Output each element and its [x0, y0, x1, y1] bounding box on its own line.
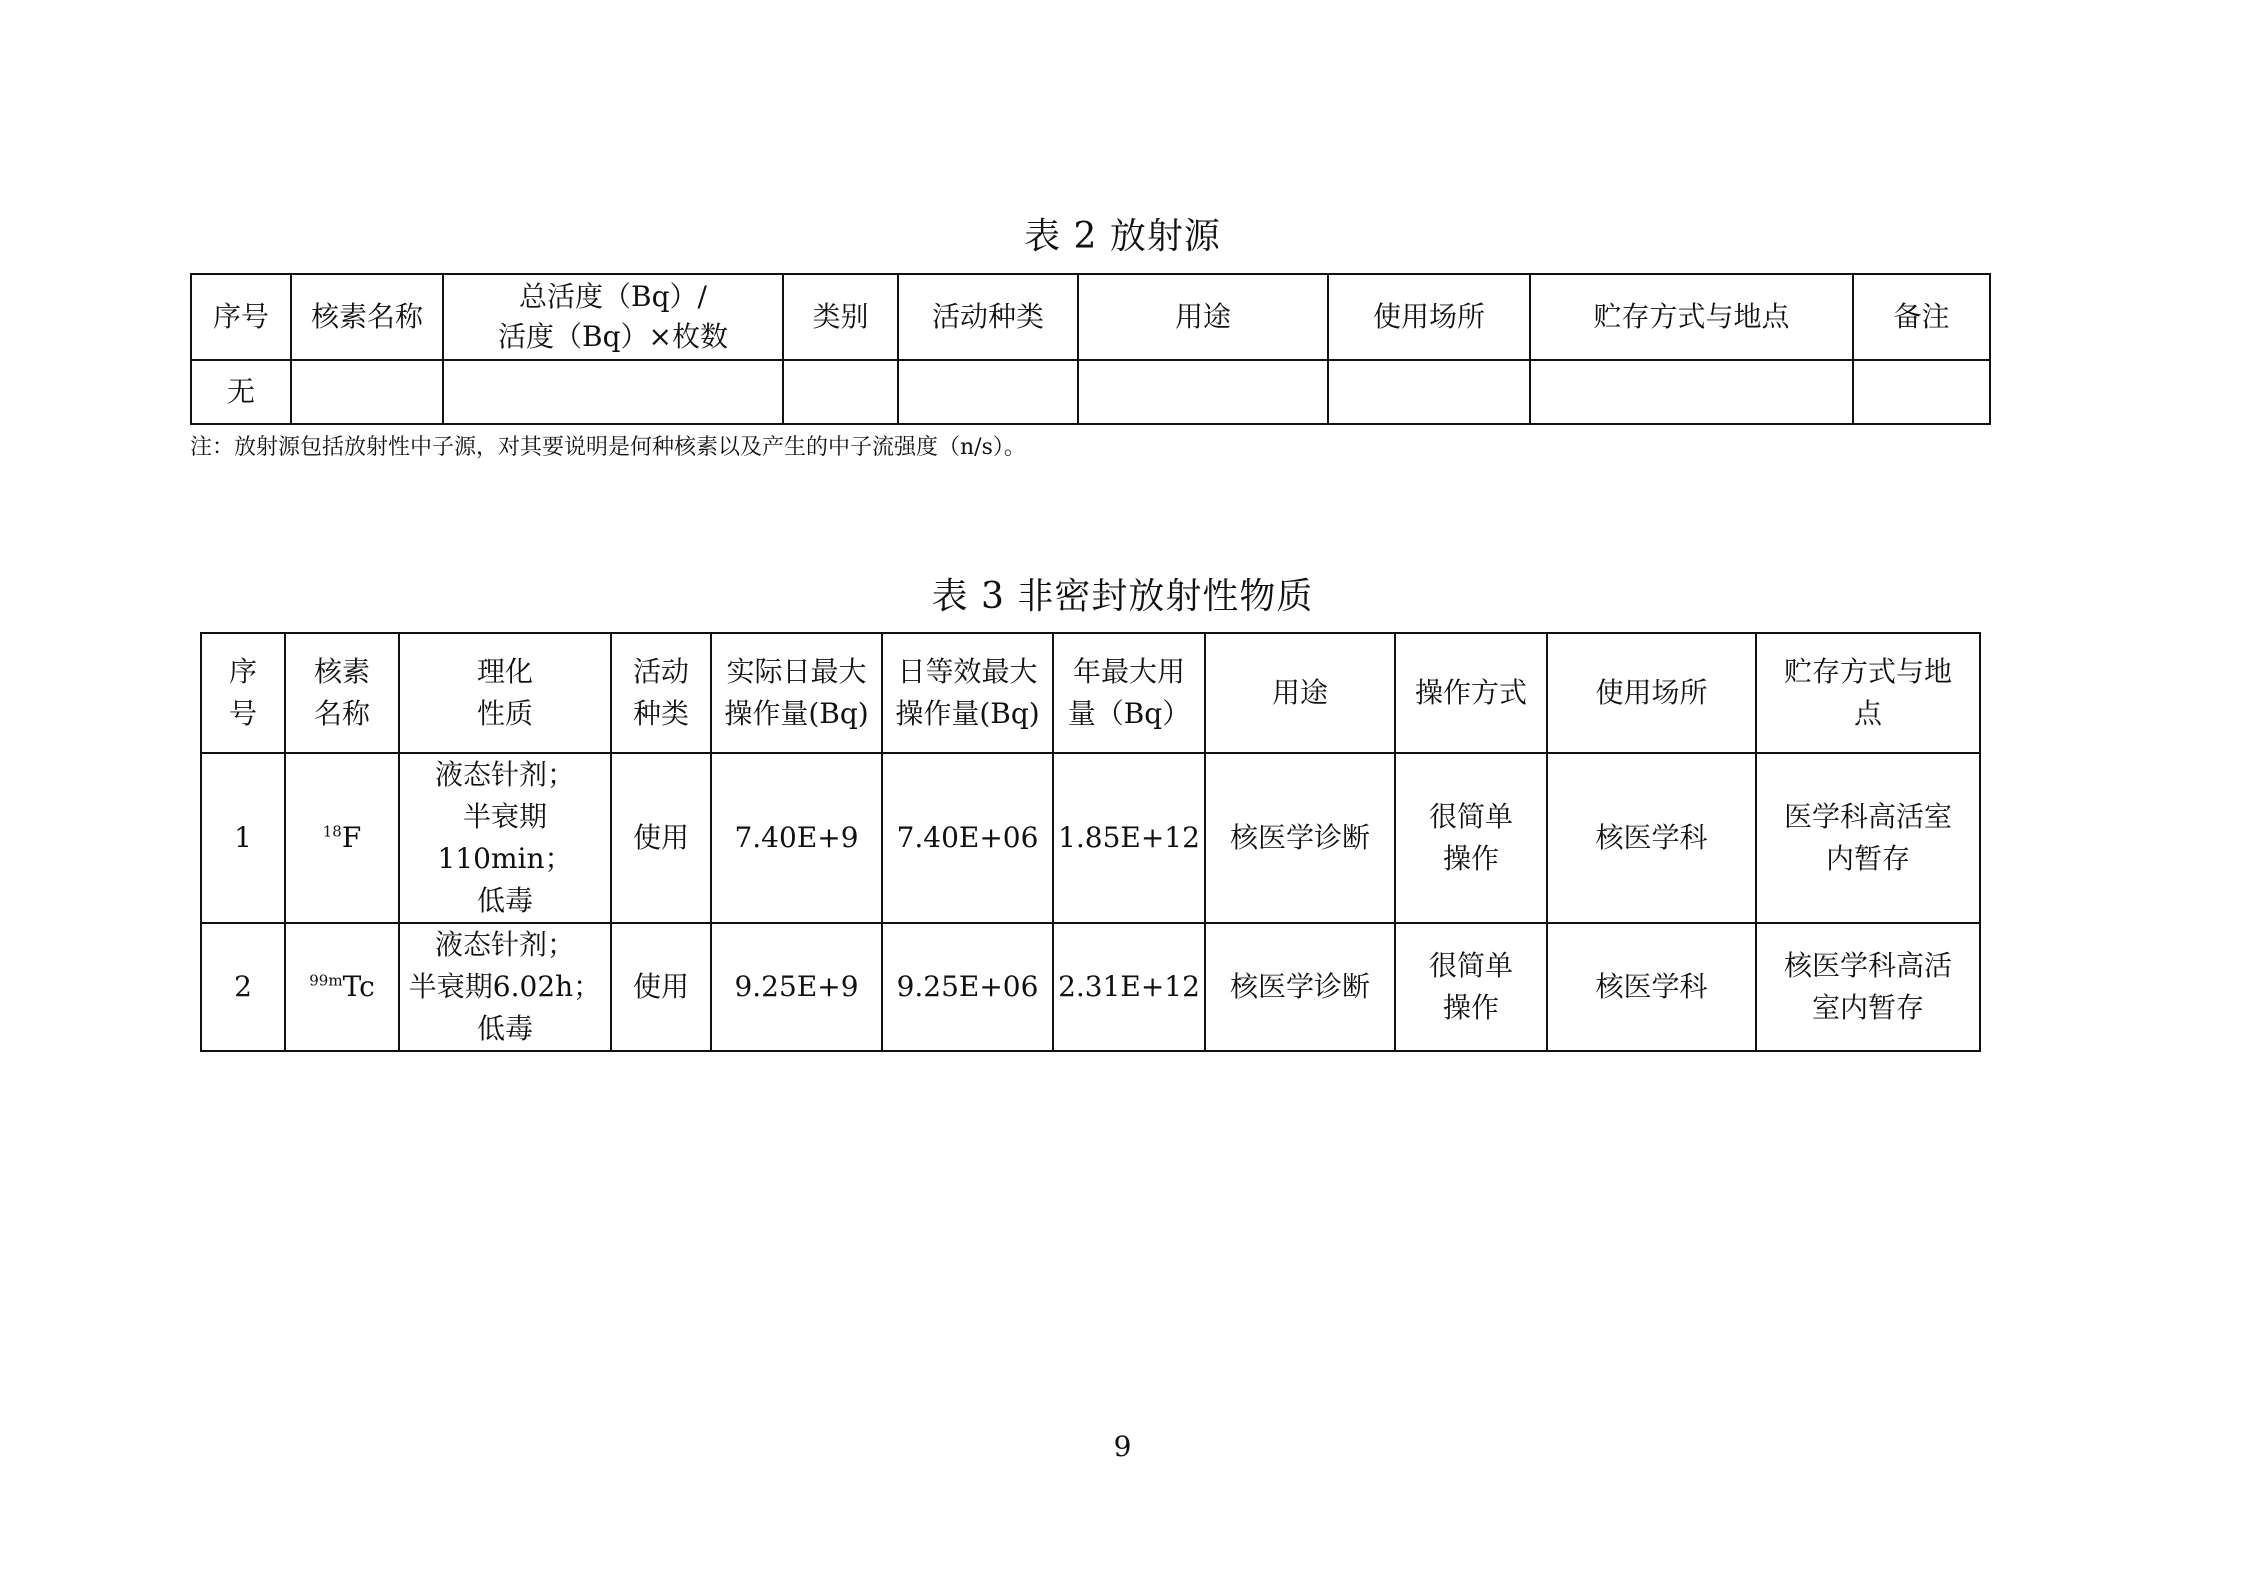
location-cell: 核医学科 — [1547, 923, 1756, 1051]
annual-max-cell: 2.31E+12 — [1053, 923, 1205, 1051]
equiv-daily-max-cell: 9.25E+06 — [882, 923, 1053, 1051]
table3-title: 表 3 非密封放射性物质 — [931, 576, 1314, 617]
header-cell: 类别 — [783, 274, 898, 360]
table2-title: 表 2 放射源 — [1024, 216, 1221, 257]
activity-type-cell: 使用 — [611, 753, 711, 923]
table-header-row — [201, 633, 1980, 753]
header-cell: 年最大用 量（Bq） — [1053, 633, 1205, 753]
storage-cell: 核医学科高活 室内暂存 — [1756, 923, 1980, 1051]
operation-cell: 很简单 操作 — [1395, 753, 1547, 923]
header-cell: 核素名称 — [291, 274, 443, 360]
activity-type-cell: 使用 — [611, 923, 711, 1051]
table-cell — [898, 360, 1078, 424]
table-row — [201, 753, 1980, 923]
table-cell: 无 — [191, 360, 291, 424]
header-cell: 备注 — [1853, 274, 1990, 360]
page-number: 9 — [1113, 1430, 1132, 1463]
table-row — [191, 360, 1990, 424]
table-cell — [291, 360, 443, 424]
table-cell — [1530, 360, 1853, 424]
unsealed-radioactive-material-table — [200, 632, 1981, 1052]
radioactive-source-table — [190, 273, 1991, 425]
nuclide-cell — [285, 923, 399, 1051]
header-cell: 序号 — [191, 274, 291, 360]
nuclide-cell — [285, 753, 399, 923]
table2-note: 注：放射源包括放射性中子源，对其要说明是何种核素以及产生的中子流强度（n/s）。 — [190, 435, 1026, 460]
nuclide-mass-number: 18 — [322, 822, 342, 841]
table-cell — [443, 360, 783, 424]
header-cell: 贮存方式与地点 — [1530, 274, 1853, 360]
storage-cell: 医学科高活室 内暂存 — [1756, 753, 1980, 923]
header-cell: 使用场所 — [1547, 633, 1756, 753]
actual-daily-max-cell: 9.25E+9 — [711, 923, 882, 1051]
properties-cell: 液态针剂； 半衰期110min； 低毒 — [399, 753, 611, 923]
header-cell: 活动种类 — [898, 274, 1078, 360]
annual-max-cell: 1.85E+12 — [1053, 753, 1205, 923]
table-cell — [1853, 360, 1990, 424]
header-cell: 序 号 — [201, 633, 285, 753]
row-number-cell: 1 — [201, 753, 285, 923]
header-cell: 理化 性质 — [399, 633, 611, 753]
equiv-daily-max-cell: 7.40E+06 — [882, 753, 1053, 923]
header-cell: 使用场所 — [1328, 274, 1530, 360]
header-cell: 用途 — [1205, 633, 1395, 753]
row-number-cell: 2 — [201, 923, 285, 1051]
header-cell: 实际日最大 操作量(Bq) — [711, 633, 882, 753]
properties-cell: 液态针剂； 半衰期6.02h； 低毒 — [399, 923, 611, 1051]
actual-daily-max-cell: 7.40E+9 — [711, 753, 882, 923]
header-cell: 核素 名称 — [285, 633, 399, 753]
operation-cell: 很简单 操作 — [1395, 923, 1547, 1051]
header-cell: 操作方式 — [1395, 633, 1547, 753]
table-row — [201, 923, 1980, 1051]
header-cell: 日等效最大 操作量(Bq) — [882, 633, 1053, 753]
header-cell: 用途 — [1078, 274, 1328, 360]
nuclide-mass-number: 99m — [309, 971, 343, 990]
table-header-row — [191, 274, 1990, 360]
table-cell — [1078, 360, 1328, 424]
header-cell: 总活度（Bq）/ 活度（Bq）×枚数 — [443, 274, 783, 360]
table-cell — [783, 360, 898, 424]
header-cell: 贮存方式与地 点 — [1756, 633, 1980, 753]
nuclide-symbol: Tc — [342, 970, 375, 1003]
header-cell: 活动 种类 — [611, 633, 711, 753]
table-cell — [1328, 360, 1530, 424]
nuclide-symbol: F — [341, 821, 362, 854]
location-cell: 核医学科 — [1547, 753, 1756, 923]
purpose-cell: 核医学诊断 — [1205, 753, 1395, 923]
purpose-cell: 核医学诊断 — [1205, 923, 1395, 1051]
